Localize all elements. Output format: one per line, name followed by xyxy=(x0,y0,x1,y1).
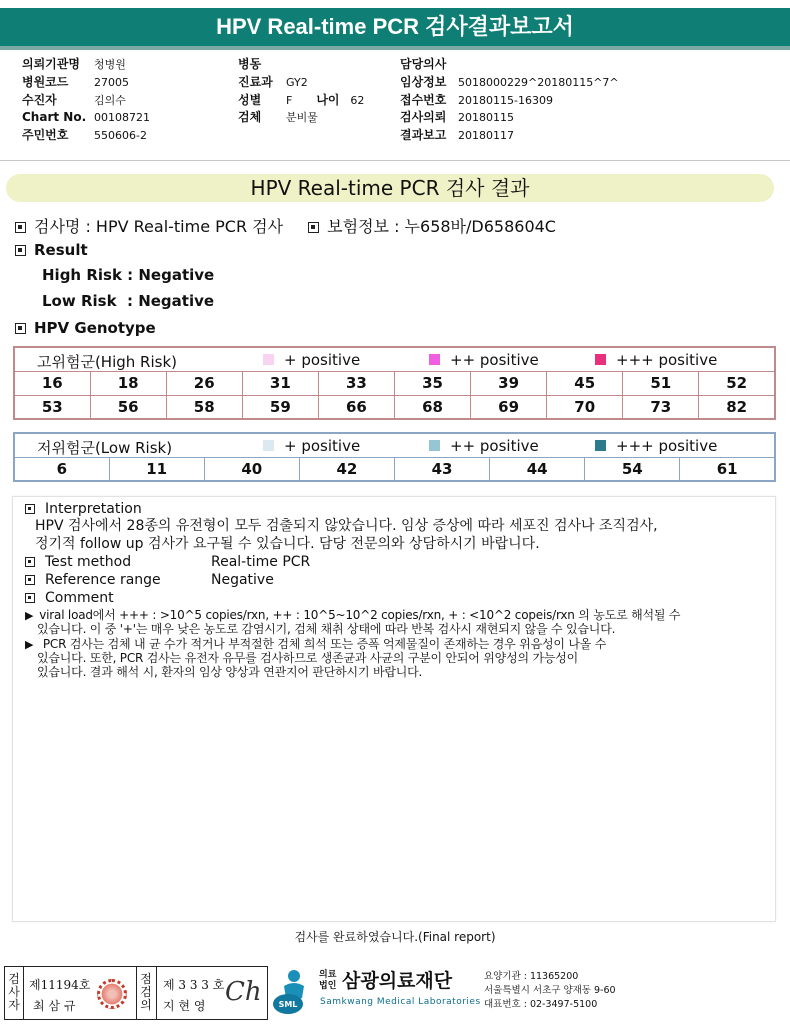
low-risk-result: Low Risk : Negative xyxy=(42,292,215,310)
tester-id: 제11194호 xyxy=(29,978,91,992)
genotype-cell-61: 61 xyxy=(680,457,775,481)
high-risk-legend-row xyxy=(14,347,775,371)
high-risk-result: High Risk : Negative xyxy=(42,266,215,284)
comment-2a: PCR 검사는 검체 내 균 수가 적거나 부적절한 검체 희석 또는 증폭 억제물질이 존재하는 경우 위음성이 나올 수 xyxy=(39,637,607,651)
confirmer-name: 지 현 영 xyxy=(163,999,206,1013)
genotype-cell-42: 42 xyxy=(299,457,394,481)
triangle-bullet-icon: ▶ xyxy=(25,638,34,651)
high-risk-label: 고위험군(High Risk) xyxy=(37,353,177,371)
vertical-char: 검 xyxy=(8,972,20,986)
info-label: Chart No. xyxy=(22,110,87,125)
org-small-label: 의료 법인 xyxy=(319,970,337,991)
comment-2c: 있습니다. 결과 해석 시, 환자의 임상 양상과 연관지어 판단하시기 바랍니다. xyxy=(37,665,423,679)
organization-english-name: Samkwang Medical Laboratories xyxy=(320,997,481,1007)
legend-plus-plus-plus xyxy=(595,437,717,455)
vertical-char: 자 xyxy=(8,998,20,1012)
info-row-report-date xyxy=(400,127,619,145)
info-row-request-date xyxy=(400,109,619,127)
info-value: 00108721 xyxy=(94,111,150,125)
result-heading-line xyxy=(15,241,88,259)
square-bullet-icon xyxy=(15,323,26,334)
report-title: HPV Real-time PCR 검사결과보고서 xyxy=(0,8,790,46)
info-value: 550606-2 xyxy=(94,129,147,143)
swatch-plus-plus-plus-icon xyxy=(595,440,606,451)
genotype-cell-69: 69 xyxy=(471,395,547,419)
confirmer-label xyxy=(138,973,154,1012)
info-label: 진료과 xyxy=(238,74,273,89)
genotype-cell-54: 54 xyxy=(585,457,680,481)
low-risk-label: 저위험군(Low Risk) xyxy=(37,439,173,457)
genotype-cell-59: 59 xyxy=(242,395,318,419)
swatch-plus-plus-icon xyxy=(429,354,440,365)
genotype-cell-18: 18 xyxy=(90,371,166,395)
info-label: 접수번호 xyxy=(400,92,447,107)
legend-label: ++ positive xyxy=(450,437,539,455)
interpretation-heading: Interpretation xyxy=(45,501,142,517)
swatch-plus-icon xyxy=(263,440,274,451)
low-risk-row xyxy=(14,457,775,481)
comment-2b: 있습니다. 또한, PCR 검사는 유전자 유무를 검사하므로 생존균과 사균의 구분이 안되어 위양성의 가능성이 xyxy=(37,651,579,665)
divider xyxy=(136,967,137,1019)
comment-1b: 있습니다. 이 중 '+'는 매우 낮은 농도로 감염시기, 검체 채취 상태에 따라 반복 검사시 재현되지 않을 수 있습니다. xyxy=(37,622,616,636)
title-underline xyxy=(0,46,790,50)
genotype-cell-39: 39 xyxy=(471,371,547,395)
divider xyxy=(23,967,24,1019)
insurance-info: 보험정보 : 누658바/D658604C xyxy=(327,217,556,236)
genotype-cell-11: 11 xyxy=(109,457,204,481)
info-row-hospital-code xyxy=(22,74,150,92)
high-risk-row-1 xyxy=(14,371,775,395)
info-row-resident-no xyxy=(22,127,150,145)
square-bullet-icon xyxy=(25,575,35,585)
genotype-cell-73: 73 xyxy=(623,395,699,419)
reference-range-label: Reference range xyxy=(45,572,161,588)
sml-logo-icon xyxy=(272,966,312,1016)
interpretation-text-2: 정기적 follow up 검사가 요구될 수 있습니다. 담당 전문의와 상담하시기 바랍니다. xyxy=(35,536,540,552)
genotype-cell-58: 58 xyxy=(166,395,242,419)
section-divider xyxy=(0,160,790,161)
vertical-char: 의 xyxy=(140,998,152,1012)
reference-range-value: Negative xyxy=(211,572,274,588)
interpretation-text-1: HPV 검사에서 28종의 유전형이 모두 검출되지 않았습니다. 임상 증상에 따라 세포진 검사나 조직검사, xyxy=(35,518,658,534)
info-label: 결과보고 xyxy=(400,128,447,143)
interpretation-box xyxy=(12,496,776,922)
low-risk-legend xyxy=(14,433,775,457)
test-method-line xyxy=(25,554,310,570)
genotype-cell-56: 56 xyxy=(90,395,166,419)
info-label: 수진자 xyxy=(22,92,57,107)
info-label: 의뢰기관명 xyxy=(22,57,80,71)
legend-plus xyxy=(263,351,360,369)
info-value: GY2 xyxy=(286,75,308,89)
info-row-receipt-no xyxy=(400,92,619,110)
info-value: 20180117 xyxy=(458,129,514,143)
legend-label: ++ positive xyxy=(450,351,539,369)
tester-label xyxy=(6,973,22,1012)
insurance-group xyxy=(308,217,556,236)
handwritten-signature: Ch xyxy=(225,977,262,1007)
age-value: 62 xyxy=(350,93,365,107)
test-name-line xyxy=(15,214,556,237)
info-value: 분비물 xyxy=(286,111,318,125)
triangle-bullet-icon: ▶ xyxy=(25,609,34,622)
info-label: 성별 xyxy=(238,92,262,107)
org-address: 서울특별시 서초구 양재동 9-60 xyxy=(484,985,616,996)
legend-label: + positive xyxy=(284,437,361,455)
info-row-specimen xyxy=(238,109,364,127)
square-bullet-icon xyxy=(15,245,26,256)
genotype-cell-26: 26 xyxy=(166,371,242,395)
final-report-note: 검사를 완료하였습니다.(Final report) xyxy=(294,930,496,944)
info-value: F xyxy=(286,93,293,107)
info-value: 20180115 xyxy=(458,111,514,125)
info-value: 27005 xyxy=(94,75,129,89)
patient-info-col2 xyxy=(238,56,364,127)
genotype-cell-66: 66 xyxy=(318,395,394,419)
genotype-cell-52: 52 xyxy=(699,371,775,395)
confirmer-id: 제 3 3 3 호 xyxy=(163,978,225,992)
info-row-hospital xyxy=(22,56,150,74)
genotype-cell-6: 6 xyxy=(14,457,109,481)
info-value: 5018000229^20180115^7^ xyxy=(458,75,619,89)
comment-1a-line xyxy=(25,609,680,622)
low-risk-legend-row xyxy=(14,433,775,457)
genotype-cell-45: 45 xyxy=(547,371,623,395)
official-stamp xyxy=(97,979,127,1009)
vertical-char: 점 xyxy=(140,972,152,986)
info-label: 담당의사 xyxy=(400,57,447,71)
high-risk-genotype-table xyxy=(13,346,776,420)
square-bullet-icon xyxy=(25,504,35,514)
genotype-cell-43: 43 xyxy=(395,457,490,481)
logo-text: SML xyxy=(278,1000,298,1009)
info-row-ward xyxy=(238,56,364,74)
legend-plus xyxy=(263,437,360,455)
comment-heading-line xyxy=(25,590,114,606)
section-title: HPV Real-time PCR 검사 결과 xyxy=(250,176,530,200)
genotype-cell-35: 35 xyxy=(394,371,470,395)
genotype-cell-82: 82 xyxy=(699,395,775,419)
test-method-value: Real-time PCR xyxy=(211,554,311,570)
reference-range-line xyxy=(25,572,274,588)
signature-box xyxy=(4,966,268,1020)
genotype-heading: HPV Genotype xyxy=(34,319,156,337)
genotype-cell-16: 16 xyxy=(14,371,90,395)
test-method-label: Test method xyxy=(45,554,132,570)
comment-1a: viral load에서 +++ : >10^5 copies/rxn, ++ : 10^5~10^2 copies/rxn, + : <10^2 copeis/rxn 의 농도로 해석될 수 xyxy=(39,608,681,622)
genotype-cell-51: 51 xyxy=(623,371,699,395)
square-bullet-icon xyxy=(15,222,26,233)
info-label: 병원코드 xyxy=(22,74,69,89)
tester-name: 최 삼 규 xyxy=(33,999,76,1013)
swatch-plus-plus-icon xyxy=(429,440,440,451)
legend-label: +++ positive xyxy=(616,437,718,455)
swatch-plus-icon xyxy=(263,354,274,365)
low-risk-genotype-table xyxy=(13,432,776,482)
legend-plus-plus xyxy=(429,437,539,455)
legend-label: + positive xyxy=(284,351,361,369)
genotype-cell-33: 33 xyxy=(318,371,394,395)
test-name: 검사명 : HPV Real-time PCR 검사 xyxy=(34,217,284,236)
result-heading: Result xyxy=(34,241,88,259)
info-label: 주민번호 xyxy=(22,128,69,143)
organization-name: 삼광의료재단 xyxy=(342,970,453,992)
info-value: 청병원 xyxy=(94,58,126,71)
info-row-department xyxy=(238,74,364,92)
info-value: 김의수 xyxy=(94,93,126,107)
info-label: 병동 xyxy=(238,57,262,71)
genotype-cell-68: 68 xyxy=(394,395,470,419)
interpretation-heading-line xyxy=(25,501,142,517)
info-value: 20180115-16309 xyxy=(458,93,553,107)
info-row-clinical-info xyxy=(400,74,619,92)
genotype-heading-line xyxy=(15,319,156,337)
patient-info-col1 xyxy=(22,56,150,145)
genotype-cell-44: 44 xyxy=(490,457,585,481)
org-phone: 대표번호 : 02-3497-5100 xyxy=(484,999,598,1010)
divider xyxy=(156,967,157,1019)
swatch-plus-plus-plus-icon xyxy=(595,354,606,365)
org-code: 요양기관 : 11365200 xyxy=(484,971,579,982)
info-label: 임상정보 xyxy=(400,74,447,89)
info-row-chart-no xyxy=(22,109,150,127)
square-bullet-icon xyxy=(25,593,35,603)
legend-plus-plus-plus xyxy=(595,351,717,369)
legend-plus-plus xyxy=(429,351,539,369)
vertical-char: 검 xyxy=(140,985,152,999)
info-label: 검체 xyxy=(238,110,262,125)
comment-heading: Comment xyxy=(45,590,114,606)
patient-info-col3 xyxy=(400,56,619,145)
vertical-char: 사 xyxy=(8,985,20,999)
square-bullet-icon xyxy=(25,557,35,567)
info-label: 검사의뢰 xyxy=(400,110,447,125)
comment-2a-line xyxy=(25,638,606,651)
square-bullet-icon xyxy=(308,222,319,233)
age-label: 나이 xyxy=(316,92,340,107)
info-row-doctor xyxy=(400,56,619,74)
legend-label: +++ positive xyxy=(616,351,718,369)
high-risk-row-2 xyxy=(14,395,775,419)
genotype-cell-70: 70 xyxy=(547,395,623,419)
genotype-cell-53: 53 xyxy=(14,395,90,419)
organization-contact xyxy=(484,970,616,1012)
genotype-cell-40: 40 xyxy=(204,457,299,481)
info-row-patient xyxy=(22,92,150,110)
high-risk-legend xyxy=(14,347,775,371)
genotype-cell-31: 31 xyxy=(242,371,318,395)
info-row-sex-age xyxy=(238,92,364,110)
